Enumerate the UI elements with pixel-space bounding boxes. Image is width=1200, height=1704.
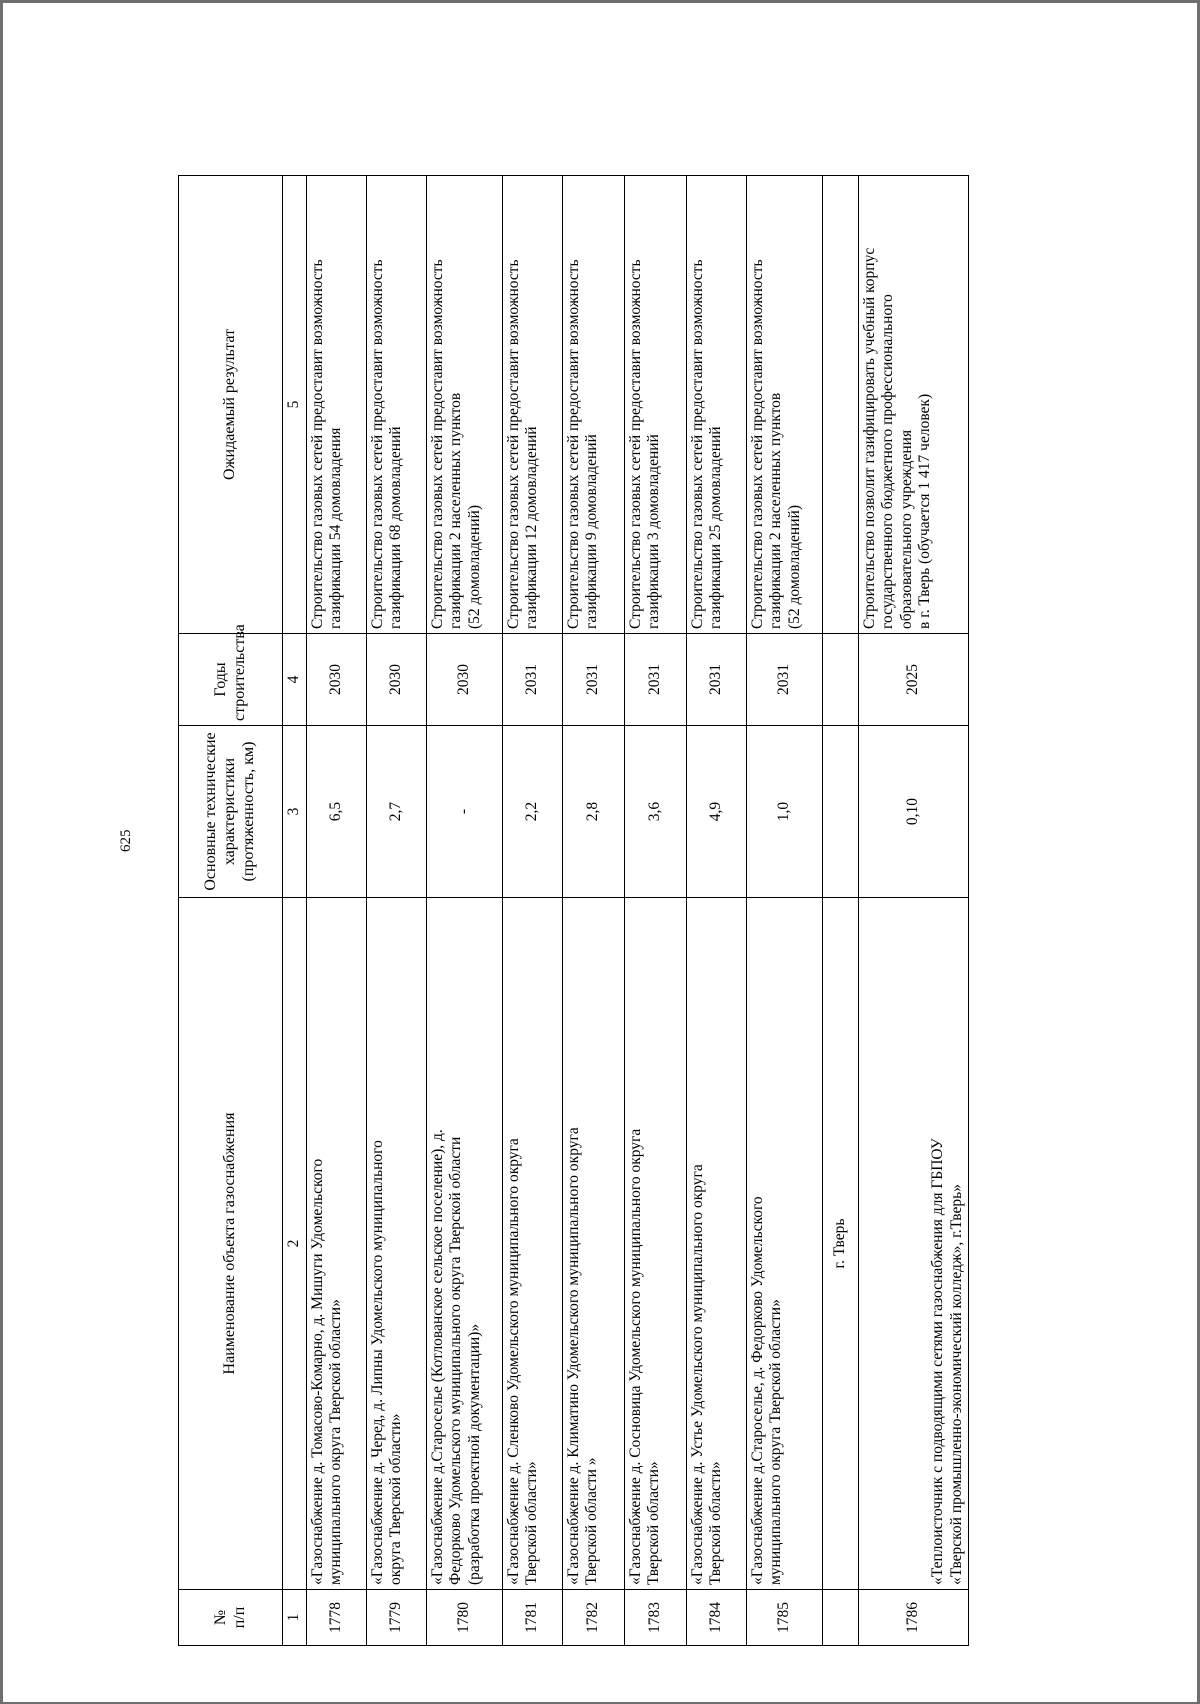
region-empty-cell (823, 176, 859, 634)
table-row (859, 176, 969, 1646)
object-name: «Газоснабжение д. Сленково Удомельского муниципального округа Тверской области» (503, 898, 563, 1590)
expected-result: Строительство газовых сетей предоставит возможность газификации 2 населенных пунктов (52 домовладений) (427, 176, 503, 634)
construction-year: 2031 (747, 634, 823, 726)
row-number: 1779 (367, 1590, 427, 1646)
object-name: «Газоснабжение д. Черед, д. Липны Удомельского муниципального округа Тверской области» (367, 898, 427, 1590)
header-name: Наименование объекта газоснабжения (179, 898, 283, 1590)
region-empty-cell (823, 1590, 859, 1646)
page-number: 625 (118, 829, 134, 852)
row-number: 1781 (503, 1590, 563, 1646)
expected-result: Строительство газовых сетей предоставит возможность газификации 12 домовладений (503, 176, 563, 634)
object-name: «Газоснабжение д. Сосновица Удомельского муниципального округа Тверской области» (625, 898, 687, 1590)
object-name: «Газоснабжение д. Томасово-Комарно, д. Мишуги Удомельского муниципального округа Тверской области» (307, 898, 367, 1590)
column-index-cell: 3 (283, 726, 307, 898)
gasification-table (178, 175, 969, 1646)
column-index-cell: 1 (283, 1590, 307, 1646)
table-row (367, 176, 427, 1646)
construction-year: 2030 (427, 634, 503, 726)
expected-result: Строительство газовых сетей предоставит возможность газификации 3 домовладений (625, 176, 687, 634)
region-empty-cell (823, 726, 859, 898)
object-length: 2,2 (503, 726, 563, 898)
construction-year: 2031 (625, 634, 687, 726)
expected-result: Строительство газовых сетей предоставит возможность газификации 54 домовладения (307, 176, 367, 634)
construction-year: 2031 (563, 634, 625, 726)
construction-year: 2031 (687, 634, 747, 726)
table-row (307, 176, 367, 1646)
construction-year: 2031 (503, 634, 563, 726)
object-length: 0,10 (859, 726, 969, 898)
object-length: 2,8 (563, 726, 625, 898)
object-length: - (427, 726, 503, 898)
construction-year: 2030 (307, 634, 367, 726)
header-num: № п/п (179, 1590, 283, 1646)
column-index-row (283, 176, 307, 1646)
table-row (563, 176, 625, 1646)
row-number: 1784 (687, 1590, 747, 1646)
object-name: «Газоснабжение д. Климатино Удомельского муниципального округа Тверской области » (563, 898, 625, 1590)
header-result: Ожидаемый результат (179, 176, 283, 634)
construction-year: 2025 (859, 634, 969, 726)
expected-result: Строительство позволит газифицировать учебный корпус государственного бюджетного профессионального образовательного учреждения в г. Тверь (обучается 1 417 человек) (859, 176, 969, 634)
header-characteristics: Основные технические характеристики (протяженность, км) (179, 726, 283, 898)
table-row (687, 176, 747, 1646)
object-name: «Газоснабжение д. Устье Удомельского муниципального округа Тверской области» (687, 898, 747, 1590)
object-length: 6,5 (307, 726, 367, 898)
expected-result: Строительство газовых сетей предоставит возможность газификации 9 домовладений (563, 176, 625, 634)
construction-year: 2030 (367, 634, 427, 726)
rotated-page (178, 166, 1200, 1646)
object-length: 3,6 (625, 726, 687, 898)
table-row (503, 176, 563, 1646)
region-empty-cell (823, 634, 859, 726)
table-row (747, 176, 823, 1646)
row-number: 1778 (307, 1590, 367, 1646)
object-length: 1,0 (747, 726, 823, 898)
table-row (625, 176, 687, 1646)
object-length: 2,7 (367, 726, 427, 898)
object-name: «Газоснабжение д.Староселье, д. Федорково Удомельского муниципального округа Тверской области» (747, 898, 823, 1590)
row-number: 1785 (747, 1590, 823, 1646)
object-length: 4,9 (687, 726, 747, 898)
header-years: Годы строительства (179, 634, 283, 726)
table-row (427, 176, 503, 1646)
row-number: 1783 (625, 1590, 687, 1646)
expected-result: Строительство газовых сетей предоставит возможность газификации 25 домовладений (687, 176, 747, 634)
column-index-cell: 5 (283, 176, 307, 634)
object-name: «Теплоисточник с подводящими сетями газоснабжения для ГБПОУ «Тверской промышленно-экономический колледж», г.Тверь» (859, 898, 969, 1590)
row-number: 1780 (427, 1590, 503, 1646)
column-index-cell: 2 (283, 898, 307, 1590)
object-name: «Газоснабжение д.Староселье (Котлованское сельское поселение), д. Федорково Удомельского муниципального округа Тверской области (разработка проектной документации)» (427, 898, 503, 1590)
region-row (823, 176, 859, 1646)
row-number: 1782 (563, 1590, 625, 1646)
region-label: г. Тверь (823, 898, 859, 1590)
expected-result: Строительство газовых сетей предоставит возможность газификации 2 населенных пунктов (52 домовладений) (747, 176, 823, 634)
column-index-cell: 4 (283, 634, 307, 726)
table-header-row (179, 176, 283, 1646)
expected-result: Строительство газовых сетей предоставит возможность газификации 68 домовладений (367, 176, 427, 634)
row-number: 1786 (859, 1590, 969, 1646)
